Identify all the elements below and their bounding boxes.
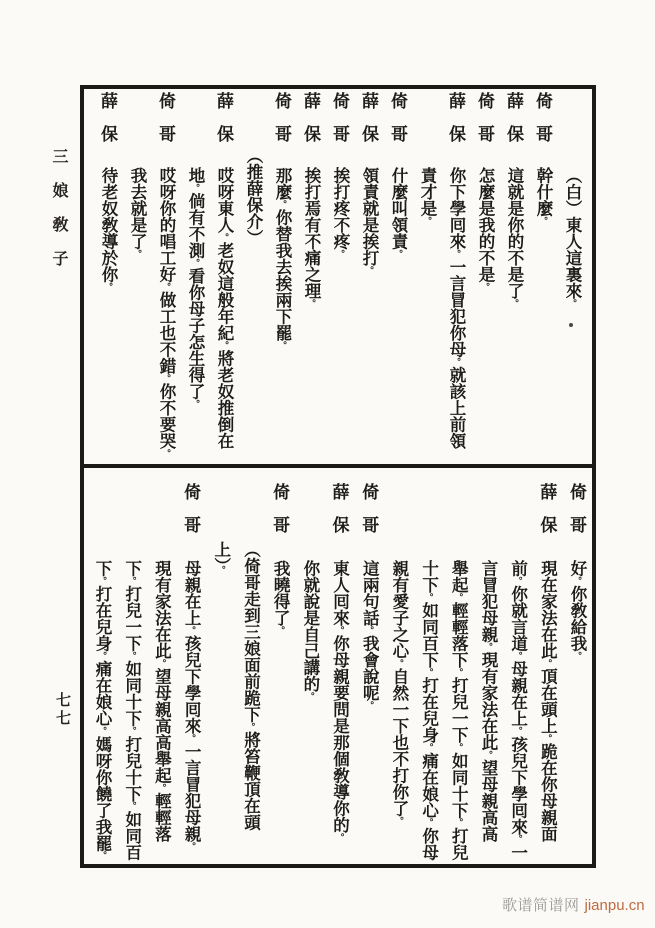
speaker-name: 薛保 <box>359 92 378 158</box>
dialogue-text: 挨打疼不疼。 <box>331 167 350 259</box>
speech-column <box>296 89 325 464</box>
dialogue-text: 挨打焉有不痛之理。 <box>302 167 321 309</box>
stage-direction-text: （倚哥走到三娘面前跪下。將笞鞭頂在頭 <box>241 541 261 831</box>
dialogue-text: 舉起。輕輕落下。打兒一下。如同十下。打兒 <box>449 560 469 861</box>
stage-direction-column <box>238 89 267 464</box>
watermark-site-name: 歌谱简谱网 <box>502 897 580 914</box>
dialogue-text: 好。你敎給我。 <box>568 560 587 661</box>
dialogue-text: 什麼叫領責。 <box>389 167 408 259</box>
dialogue-text: 母親在上。孩兒下學囘來。一言冒犯母親。 <box>182 560 202 852</box>
speaker-name: 倚哥 <box>272 92 291 158</box>
speech-column <box>180 89 209 464</box>
speech-column <box>383 472 413 864</box>
speaker-name: 薛保 <box>329 483 349 549</box>
script-block-bottom <box>84 472 592 864</box>
speaker-name: 倚哥 <box>533 92 552 158</box>
speech-column <box>86 472 116 864</box>
dialogue-text: 你下學囘來。一言冒犯你母。就該上前領 <box>447 167 466 450</box>
dialogue-text: 怎麼是我的不是。 <box>476 167 495 292</box>
dialogue-text: 責才是。 <box>418 167 437 226</box>
stage-direction-column <box>235 472 265 864</box>
dialogue-text: 幹什麼。 <box>534 167 553 226</box>
speaker-name: 薛保 <box>446 92 465 158</box>
speech-column <box>324 472 354 864</box>
speaker-name: 倚哥 <box>156 92 175 158</box>
dialogue-text: 這兩句話。我會說呢。 <box>360 560 380 711</box>
speaker-name: 倚哥 <box>181 483 201 549</box>
speech-column <box>264 472 294 864</box>
speaker-name: 薛保 <box>98 92 117 158</box>
scan-speck <box>569 323 573 327</box>
speaker-name: 倚哥 <box>567 483 586 549</box>
speech-column <box>151 89 180 464</box>
dialogue-text: （白）東人這裏來。 <box>563 167 582 309</box>
dialogue-text: 下。打在兒身。痛在娘心。媽呀你饒了我罷。 <box>93 560 112 861</box>
speech-column <box>93 89 122 464</box>
dialogue-text: 那麼。你替我去挨兩下罷。 <box>273 167 292 351</box>
dialogue-text: 我曉得了。 <box>271 560 291 636</box>
speaker-name: 薛保 <box>504 92 523 158</box>
dialogue-text: 領責就是挨打。 <box>360 167 379 276</box>
speaker-name: 薛保 <box>537 483 557 549</box>
dialogue-text: 下。打兒一下。如同十下。打兒十下。如同百 <box>122 560 142 861</box>
speech-column <box>413 472 443 864</box>
speech-column <box>443 472 473 864</box>
speech-column <box>441 89 470 464</box>
dialogue-text: 哎呀東人。老奴這般年紀。將老奴推倒在 <box>215 167 234 450</box>
speech-column <box>561 472 591 864</box>
dialogue-text: 哎呀你的唱工好。做工也不錯。你不要哭。 <box>157 167 176 459</box>
speech-column <box>146 472 176 864</box>
speaker-name: 倚哥 <box>475 92 494 158</box>
book-title-vertical: 三娘敎子 <box>50 148 67 284</box>
dialogue-text: 前。你就言道。母親在上。孩兒下學囘來。一 <box>508 560 528 861</box>
speaker-name: 薛保 <box>214 92 233 158</box>
dialogue-text: 待老奴敎導於你。 <box>99 167 118 292</box>
watermark-site-url: jianpu.cn <box>584 897 645 914</box>
text-frame <box>80 85 596 868</box>
dialogue-text: 東人囘來。你母親要問是那個敎導你的。 <box>330 560 350 843</box>
speaker-name: 倚哥 <box>270 483 290 549</box>
page-number: 七七 <box>54 692 70 728</box>
speaker-name: 倚哥 <box>330 92 349 158</box>
dialogue-text: 現在家法在此。頂在頭上。跪在你母親面 <box>538 560 558 843</box>
speech-column <box>209 89 238 464</box>
dialogue-text: 言冒犯母親。現有家法在此。望母親高高 <box>478 560 498 843</box>
dialogue-text: 地。倘有不測。看你母子怎生得了。 <box>186 167 205 409</box>
speech-column <box>502 472 532 864</box>
speaker-name: 倚哥 <box>388 92 407 158</box>
dialogue-text: 現有家法在此。望母親高高舉起。輕輕落 <box>152 560 172 843</box>
speech-column <box>354 472 384 864</box>
script-block-top <box>84 89 592 468</box>
speech-column <box>122 89 151 464</box>
speaker-name: 倚哥 <box>359 483 379 549</box>
speech-column <box>383 89 412 464</box>
speech-column <box>267 89 296 464</box>
dialogue-text: 這就是你的不是了。 <box>505 167 524 309</box>
dialogue-text: 十下。如同百下。打在兒身。痛在娘心。你母 <box>419 560 439 861</box>
speech-column <box>557 89 586 464</box>
watermark <box>502 897 645 915</box>
stage-direction-text: （推薛保介） <box>244 147 263 246</box>
dialogue-text: 你就說是自己講的。 <box>300 560 320 702</box>
speech-column <box>325 89 354 464</box>
speech-column <box>470 89 499 464</box>
speech-column <box>499 89 528 464</box>
speech-column <box>354 89 383 464</box>
stage-direction-column <box>205 472 235 864</box>
speech-column <box>175 472 205 864</box>
speech-column <box>116 472 146 864</box>
speech-column <box>532 472 562 864</box>
speech-column <box>294 472 324 864</box>
stage-direction-text: 上）。 <box>211 541 231 575</box>
dialogue-text: 親有愛子之心。自然一下也不打你了。 <box>389 560 409 826</box>
speaker-name: 薛保 <box>301 92 320 158</box>
speech-column <box>412 89 441 464</box>
speech-column <box>528 89 557 464</box>
dialogue-text: 我去就是了。 <box>128 167 147 259</box>
speech-column <box>472 472 502 864</box>
